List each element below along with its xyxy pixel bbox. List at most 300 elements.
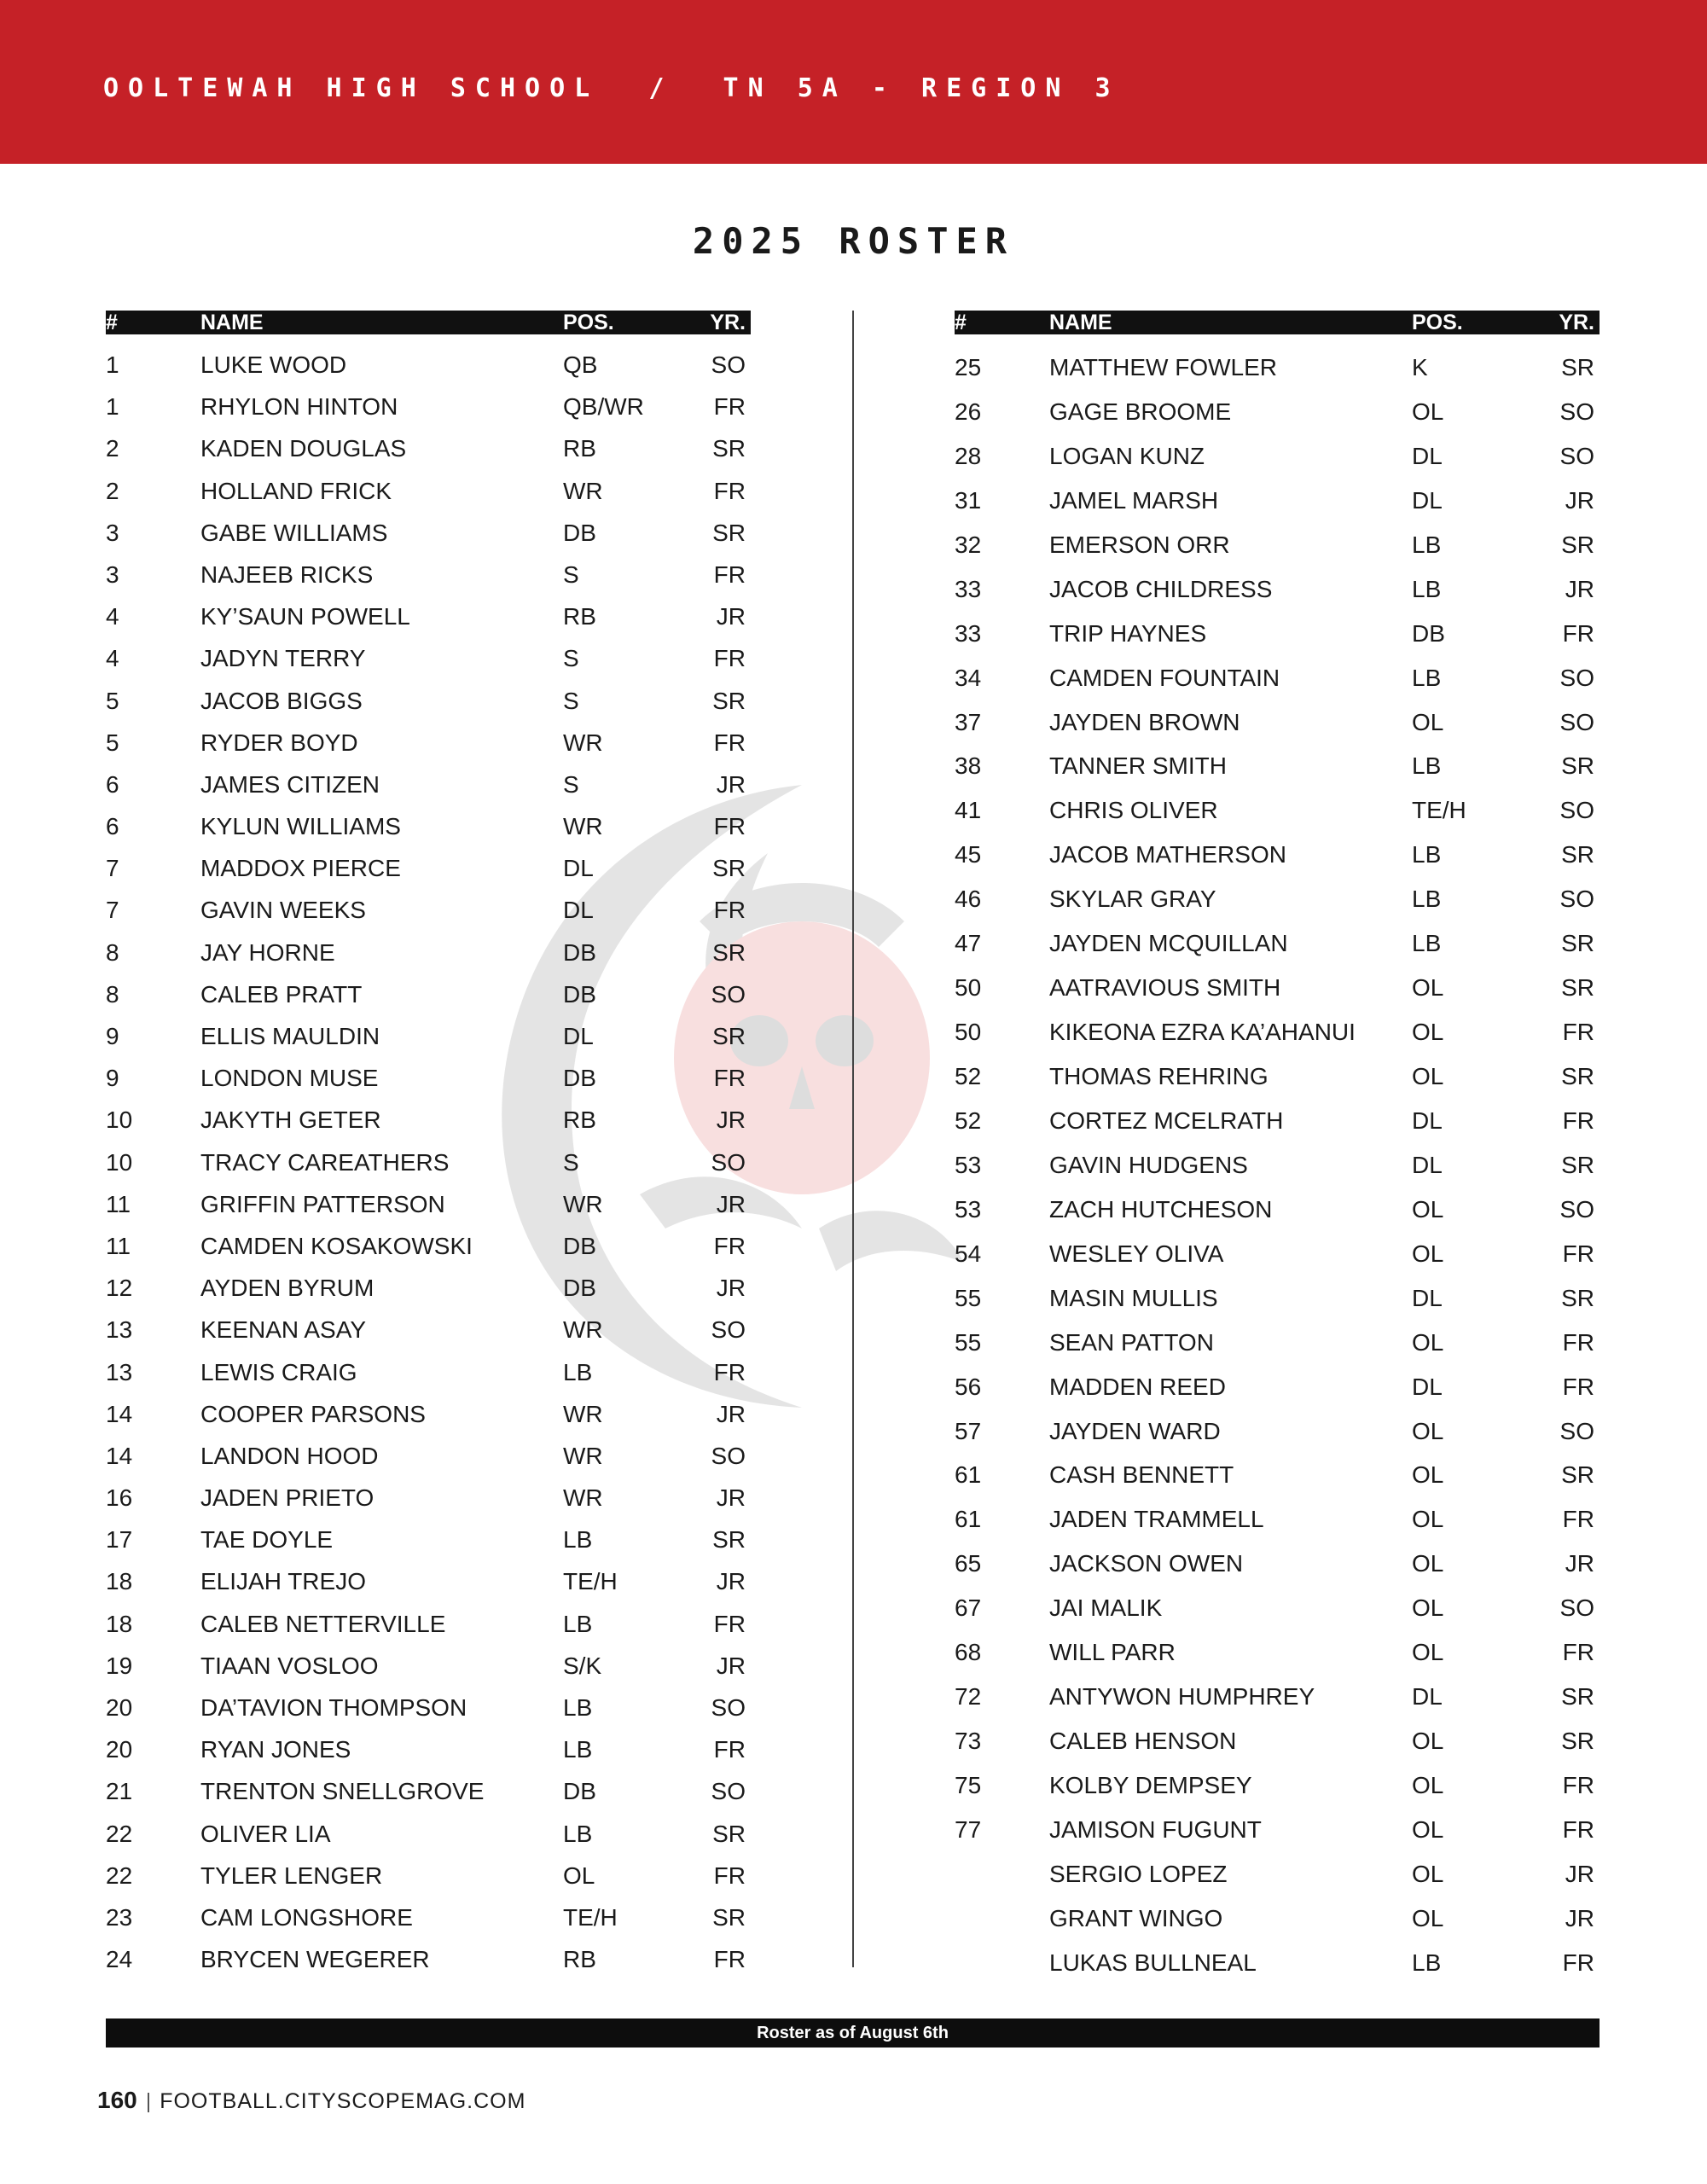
player-year: FR xyxy=(713,897,746,924)
player-position: LB xyxy=(563,1526,593,1554)
player-position: OL xyxy=(1412,1417,1444,1444)
player-year: SR xyxy=(712,1526,746,1554)
player-year: SR xyxy=(712,1820,746,1847)
player-year: SO xyxy=(1559,398,1594,425)
player-name: GRANT WINGO xyxy=(1049,1904,1223,1931)
player-name: SKYLAR GRAY xyxy=(1049,886,1216,913)
roster-row xyxy=(955,1497,1600,1542)
player-name: LUKE WOOD xyxy=(200,351,347,378)
page-title: 2025 ROSTER xyxy=(692,220,1015,262)
roster-row xyxy=(106,1938,751,1980)
player-position: S xyxy=(563,1148,579,1176)
player-year: SR xyxy=(1561,752,1594,780)
roster-row xyxy=(955,1010,1600,1054)
player-position: DB xyxy=(1412,619,1445,647)
player-number: 65 xyxy=(955,1550,982,1577)
player-number: 61 xyxy=(955,1506,982,1533)
player-name: KOLBY DEMPSEY xyxy=(1049,1772,1252,1798)
player-name: JADEN PRIETO xyxy=(200,1484,374,1512)
page-footer xyxy=(97,2087,525,2114)
player-number: 50 xyxy=(955,974,982,1002)
player-name: RHYLON HINTON xyxy=(200,393,398,421)
player-name: JACOB BIGGS xyxy=(200,687,363,714)
player-year: FR xyxy=(1562,1772,1594,1798)
roster-row xyxy=(955,744,1600,788)
player-number: 18 xyxy=(106,1568,133,1595)
roster-row xyxy=(106,1309,751,1350)
player-number: 25 xyxy=(955,354,982,380)
player-position: LB xyxy=(563,1358,593,1385)
player-position: LB xyxy=(1412,531,1442,558)
roster-row xyxy=(955,877,1600,921)
player-name: THOMAS REHRING xyxy=(1049,1063,1269,1089)
player-name: AATRAVIOUS SMITH xyxy=(1049,974,1281,1002)
roster-row xyxy=(106,932,751,973)
player-position: LB xyxy=(1412,664,1442,691)
player-year: SO xyxy=(1559,1195,1594,1223)
player-position: DB xyxy=(563,1065,596,1092)
player-number: 4 xyxy=(106,645,119,672)
roster-row xyxy=(106,1687,751,1728)
player-name: JAYDEN WARD xyxy=(1049,1417,1221,1444)
player-position: RB xyxy=(563,435,596,462)
roster-row xyxy=(106,1057,751,1099)
player-name: GRIFFIN PATTERSON xyxy=(200,1190,445,1217)
roster-row xyxy=(106,1351,751,1393)
player-name: MASIN MULLIS xyxy=(1049,1284,1218,1311)
player-position: LB xyxy=(1412,886,1442,913)
player-name: KEENAN ASAY xyxy=(200,1316,367,1344)
player-year: SR xyxy=(1561,531,1594,558)
player-year: JR xyxy=(716,1652,746,1679)
roster-row xyxy=(955,921,1600,966)
roster-row xyxy=(955,656,1600,700)
player-name: KYLUN WILLIAMS xyxy=(200,813,401,840)
player-number: 23 xyxy=(106,1903,133,1931)
player-name: ANTYWON HUMPHREY xyxy=(1049,1683,1315,1711)
player-position: DL xyxy=(563,1023,594,1049)
player-position: S xyxy=(563,561,579,588)
player-position: S xyxy=(563,645,579,672)
player-number: 14 xyxy=(106,1400,133,1427)
player-year: JR xyxy=(1565,1550,1594,1577)
player-year: SR xyxy=(1561,354,1594,380)
roster-rows-right xyxy=(955,334,1600,1985)
player-name: HOLLAND FRICK xyxy=(200,477,392,504)
player-number: 5 xyxy=(106,687,119,714)
roster-row xyxy=(106,1225,751,1267)
roster-row xyxy=(955,966,1600,1010)
player-name: TANNER SMITH xyxy=(1049,752,1227,780)
player-number: 26 xyxy=(955,398,982,425)
player-name: JADEN TRAMMELL xyxy=(1049,1506,1264,1533)
player-number: 67 xyxy=(955,1594,982,1622)
player-year: SR xyxy=(712,435,746,462)
player-position: S xyxy=(563,770,579,798)
roster-row xyxy=(955,1808,1600,1852)
player-name: COOPER PARSONS xyxy=(200,1400,426,1427)
roster-row xyxy=(106,1435,751,1477)
player-name: BRYCEN WEGERER xyxy=(200,1946,430,1973)
player-number: 53 xyxy=(955,1195,982,1223)
player-year: SO xyxy=(1559,886,1594,913)
roster-row xyxy=(955,567,1600,612)
player-position: DB xyxy=(563,1232,596,1259)
player-year: FR xyxy=(713,477,746,504)
roster-row xyxy=(106,1560,751,1602)
player-name: OLIVER LIA xyxy=(200,1820,331,1847)
roster-row xyxy=(106,1728,751,1770)
player-position: OL xyxy=(1412,1240,1444,1267)
header-number: # xyxy=(955,311,967,334)
roster-row xyxy=(955,1054,1600,1099)
header-position: POS. xyxy=(1412,311,1463,334)
player-year: SR xyxy=(712,855,746,882)
player-year: JR xyxy=(716,1190,746,1217)
player-position: OL xyxy=(1412,1594,1444,1622)
header-number: # xyxy=(106,311,118,334)
roster-row xyxy=(955,700,1600,745)
player-name: KADEN DOUGLAS xyxy=(200,435,407,462)
player-name: JAYDEN BROWN xyxy=(1049,708,1240,735)
roster-row xyxy=(955,1099,1600,1143)
player-name: ZACH HUTCHESON xyxy=(1049,1195,1273,1223)
player-number: 53 xyxy=(955,1151,982,1178)
player-name: TRIP HAYNES xyxy=(1049,619,1207,647)
player-name: GAGE BROOME xyxy=(1049,398,1232,425)
player-name: DA’TAVION THOMPSON xyxy=(200,1694,467,1721)
roster-row xyxy=(106,637,751,679)
player-position: OL xyxy=(1412,1328,1444,1356)
player-position: OL xyxy=(1412,1772,1444,1798)
player-number: 33 xyxy=(955,619,982,647)
player-name: JAYDEN MCQUILLAN xyxy=(1049,930,1288,957)
player-year: SR xyxy=(712,1023,746,1049)
player-name: CALEB NETTERVILLE xyxy=(200,1610,446,1637)
player-name: JAMEL MARSH xyxy=(1049,486,1219,514)
player-position: OL xyxy=(1412,1019,1444,1046)
roster-row xyxy=(955,1763,1600,1808)
roster-row xyxy=(106,1645,751,1687)
roster-row xyxy=(955,1542,1600,1586)
player-year: SR xyxy=(1561,1063,1594,1089)
player-name: MADDEN REED xyxy=(1049,1373,1226,1400)
player-number: 8 xyxy=(106,980,119,1008)
player-name: KIKEONA EZRA KA’AHANUI xyxy=(1049,1019,1356,1046)
player-number: 47 xyxy=(955,930,982,957)
roster-row xyxy=(106,386,751,427)
player-year: FR xyxy=(713,1736,746,1763)
roster-row xyxy=(955,479,1600,523)
player-number: 73 xyxy=(955,1728,982,1755)
player-number: 41 xyxy=(955,797,982,824)
player-number: 77 xyxy=(955,1815,982,1843)
roster-row xyxy=(106,805,751,847)
player-name: TIAAN VOSLOO xyxy=(200,1652,379,1679)
roster-row xyxy=(106,1519,751,1560)
player-name: RYAN JONES xyxy=(200,1736,351,1763)
player-name: SEAN PATTON xyxy=(1049,1328,1214,1356)
player-position: QB/WR xyxy=(563,393,644,421)
player-name: CAM LONGSHORE xyxy=(200,1903,413,1931)
player-name: JACOB CHILDRESS xyxy=(1049,575,1273,602)
roster-row xyxy=(106,1099,751,1141)
player-number: 7 xyxy=(106,855,119,882)
player-year: JR xyxy=(1565,1860,1594,1887)
player-number: 34 xyxy=(955,664,982,691)
player-year: FR xyxy=(1562,1815,1594,1843)
player-name: KY’SAUN POWELL xyxy=(200,603,410,630)
player-number: 6 xyxy=(106,770,119,798)
player-number: 52 xyxy=(955,1107,982,1134)
player-name: GAVIN HUDGENS xyxy=(1049,1151,1248,1178)
player-year: FR xyxy=(1562,1949,1594,1976)
player-year: SR xyxy=(1561,930,1594,957)
player-name: WILL PARR xyxy=(1049,1639,1176,1666)
player-position: DL xyxy=(563,897,594,924)
player-name: AYDEN BYRUM xyxy=(200,1275,374,1302)
player-position: DL xyxy=(1412,486,1443,514)
player-position: OL xyxy=(1412,1063,1444,1089)
player-number: 22 xyxy=(106,1820,133,1847)
player-number: 37 xyxy=(955,708,982,735)
player-position: LB xyxy=(1412,841,1442,868)
player-position: OL xyxy=(1412,708,1444,735)
roster-row xyxy=(955,1143,1600,1188)
page-number: 160 xyxy=(97,2087,137,2113)
player-number: 38 xyxy=(955,752,982,780)
player-name: TRENTON SNELLGROVE xyxy=(200,1778,485,1805)
player-year: FR xyxy=(713,393,746,421)
player-name: CHRIS OLIVER xyxy=(1049,797,1218,824)
player-number: 46 xyxy=(955,886,982,913)
player-position: WR xyxy=(563,1316,603,1344)
player-name: LONDON MUSE xyxy=(200,1065,379,1092)
roster-row xyxy=(955,1675,1600,1719)
website-link[interactable]: FOOTBALL.CITYSCOPEMAG.COM xyxy=(160,2089,526,2113)
player-year: SO xyxy=(1559,797,1594,824)
roster-row xyxy=(106,1855,751,1896)
player-number: 55 xyxy=(955,1328,982,1356)
player-position: TE/H xyxy=(1412,797,1466,824)
player-position: RB xyxy=(563,1107,596,1134)
roster-row xyxy=(955,1630,1600,1675)
player-number: 52 xyxy=(955,1063,982,1089)
player-number: 32 xyxy=(955,531,982,558)
roster-row xyxy=(955,1321,1600,1365)
player-number: 5 xyxy=(106,729,119,756)
player-name: GABE WILLIAMS xyxy=(200,519,388,546)
footer-separator: | xyxy=(145,2089,152,2113)
roster-table-right xyxy=(955,311,1600,1985)
player-number: 8 xyxy=(106,938,119,966)
player-position: WR xyxy=(563,1442,603,1469)
player-position: S/K xyxy=(563,1652,602,1679)
roster-row xyxy=(955,346,1600,390)
player-position: WR xyxy=(563,1484,603,1512)
player-number: 21 xyxy=(106,1778,133,1805)
player-year: FR xyxy=(1562,1328,1594,1356)
player-position: K xyxy=(1412,354,1428,380)
player-name: TRACY CAREATHERS xyxy=(200,1148,450,1176)
player-number: 24 xyxy=(106,1946,133,1973)
player-year: SO xyxy=(1559,1594,1594,1622)
table-header xyxy=(955,311,1600,334)
player-number: 20 xyxy=(106,1736,133,1763)
player-number: 17 xyxy=(106,1526,133,1554)
player-position: WR xyxy=(563,477,603,504)
player-number: 22 xyxy=(106,1862,133,1889)
player-year: FR xyxy=(1562,1506,1594,1533)
roster-date-note: Roster as of August 6th xyxy=(106,2018,1600,2048)
player-position: LB xyxy=(1412,575,1442,602)
player-number: 13 xyxy=(106,1358,133,1385)
player-year: JR xyxy=(1565,1904,1594,1931)
player-name: ELLIS MAULDIN xyxy=(200,1023,380,1049)
header-position: POS. xyxy=(563,311,614,334)
roster-row xyxy=(106,554,751,595)
player-year: SR xyxy=(1561,974,1594,1002)
player-number: 4 xyxy=(106,603,119,630)
player-number: 33 xyxy=(955,575,982,602)
roster-row xyxy=(106,427,751,469)
roster-row xyxy=(106,1896,751,1938)
player-number: 1 xyxy=(106,393,119,421)
player-year: SR xyxy=(1561,1683,1594,1711)
player-name: EMERSON ORR xyxy=(1049,531,1230,558)
player-year: SO xyxy=(711,1778,746,1805)
player-number: 7 xyxy=(106,897,119,924)
roster-row xyxy=(106,973,751,1015)
roster-row xyxy=(106,1770,751,1812)
player-year: SO xyxy=(1559,442,1594,469)
player-position: RB xyxy=(563,603,596,630)
player-name: LANDON HOOD xyxy=(200,1442,379,1469)
roster-row xyxy=(955,523,1600,567)
roster-row xyxy=(106,1015,751,1057)
player-name: CAMDEN FOUNTAIN xyxy=(1049,664,1280,691)
roster-row xyxy=(955,1586,1600,1630)
player-year: JR xyxy=(716,1568,746,1595)
roster-row xyxy=(106,1603,751,1645)
player-year: FR xyxy=(713,1358,746,1385)
player-position: LB xyxy=(563,1610,593,1637)
player-number: 28 xyxy=(955,442,982,469)
player-year: FR xyxy=(1562,1019,1594,1046)
roster-row xyxy=(955,1453,1600,1497)
player-year: FR xyxy=(713,813,746,840)
player-year: SO xyxy=(711,1442,746,1469)
player-position: TE/H xyxy=(563,1903,618,1931)
banner-text: OOLTEWAH HIGH SCHOOL / TN 5A - REGION 3 xyxy=(103,73,1120,103)
player-position: LB xyxy=(563,1694,593,1721)
player-number: 9 xyxy=(106,1065,119,1092)
header-name: NAME xyxy=(1049,311,1112,334)
player-year: JR xyxy=(716,770,746,798)
player-year: SR xyxy=(712,938,746,966)
roster-row xyxy=(106,470,751,512)
player-position: WR xyxy=(563,729,603,756)
player-number: 13 xyxy=(106,1316,133,1344)
roster-row xyxy=(955,1409,1600,1454)
roster-row xyxy=(955,612,1600,656)
player-position: DB xyxy=(563,980,596,1008)
header-banner xyxy=(0,0,1707,164)
player-year: SO xyxy=(1559,664,1594,691)
player-number: 61 xyxy=(955,1461,982,1489)
player-position: LB xyxy=(1412,1949,1442,1976)
player-position: DL xyxy=(1412,1683,1443,1711)
player-name: SERGIO LOPEZ xyxy=(1049,1860,1228,1887)
roster-row xyxy=(955,1896,1600,1941)
roster-row xyxy=(106,1267,751,1309)
player-number: 31 xyxy=(955,486,982,514)
player-number: 57 xyxy=(955,1417,982,1444)
player-position: DB xyxy=(563,1275,596,1302)
player-number: 56 xyxy=(955,1373,982,1400)
roster-row xyxy=(955,1276,1600,1321)
player-year: SR xyxy=(1561,1461,1594,1489)
roster-row xyxy=(106,847,751,889)
player-year: SR xyxy=(1561,1728,1594,1755)
player-number: 11 xyxy=(106,1190,131,1217)
player-name: TAE DOYLE xyxy=(200,1526,334,1554)
player-year: SR xyxy=(1561,1151,1594,1178)
player-position: WR xyxy=(563,813,603,840)
player-position: OL xyxy=(1412,1728,1444,1755)
player-number: 10 xyxy=(106,1148,133,1176)
player-name: CALEB HENSON xyxy=(1049,1728,1237,1755)
header-year: YR. xyxy=(710,311,746,334)
player-name: JAMISON FUGUNT xyxy=(1049,1815,1262,1843)
player-position: OL xyxy=(1412,398,1444,425)
player-position: OL xyxy=(1412,1815,1444,1843)
player-name: MATTHEW FOWLER xyxy=(1049,354,1278,380)
column-divider xyxy=(852,311,854,1967)
roster-row xyxy=(955,1719,1600,1763)
player-name: JAY HORNE xyxy=(200,938,335,966)
roster-row xyxy=(955,788,1600,833)
player-number: 20 xyxy=(106,1694,133,1721)
player-year: SR xyxy=(712,687,746,714)
player-year: FR xyxy=(713,1862,746,1889)
player-position: WR xyxy=(563,1400,603,1427)
player-position: DL xyxy=(1412,1151,1443,1178)
player-year: FR xyxy=(1562,1240,1594,1267)
player-name: ELIJAH TREJO xyxy=(200,1568,366,1595)
player-number: 10 xyxy=(106,1107,133,1134)
player-year: SO xyxy=(1559,708,1594,735)
player-position: LB xyxy=(1412,930,1442,957)
player-year: JR xyxy=(1565,486,1594,514)
roster-row xyxy=(955,1365,1600,1409)
roster-row xyxy=(106,1393,751,1435)
player-year: SO xyxy=(711,1694,746,1721)
player-number: 1 xyxy=(106,351,119,378)
player-number: 55 xyxy=(955,1284,982,1311)
player-position: TE/H xyxy=(563,1568,618,1595)
player-year: SO xyxy=(711,351,746,378)
player-year: FR xyxy=(1562,1107,1594,1134)
roster-row xyxy=(106,1477,751,1519)
player-year: SR xyxy=(1561,841,1594,868)
roster-row xyxy=(106,512,751,554)
player-position: OL xyxy=(1412,1461,1444,1489)
player-name: CALEB PRATT xyxy=(200,980,363,1008)
player-year: JR xyxy=(1565,575,1594,602)
player-position: DB xyxy=(563,519,596,546)
player-name: JAI MALIK xyxy=(1049,1594,1163,1622)
